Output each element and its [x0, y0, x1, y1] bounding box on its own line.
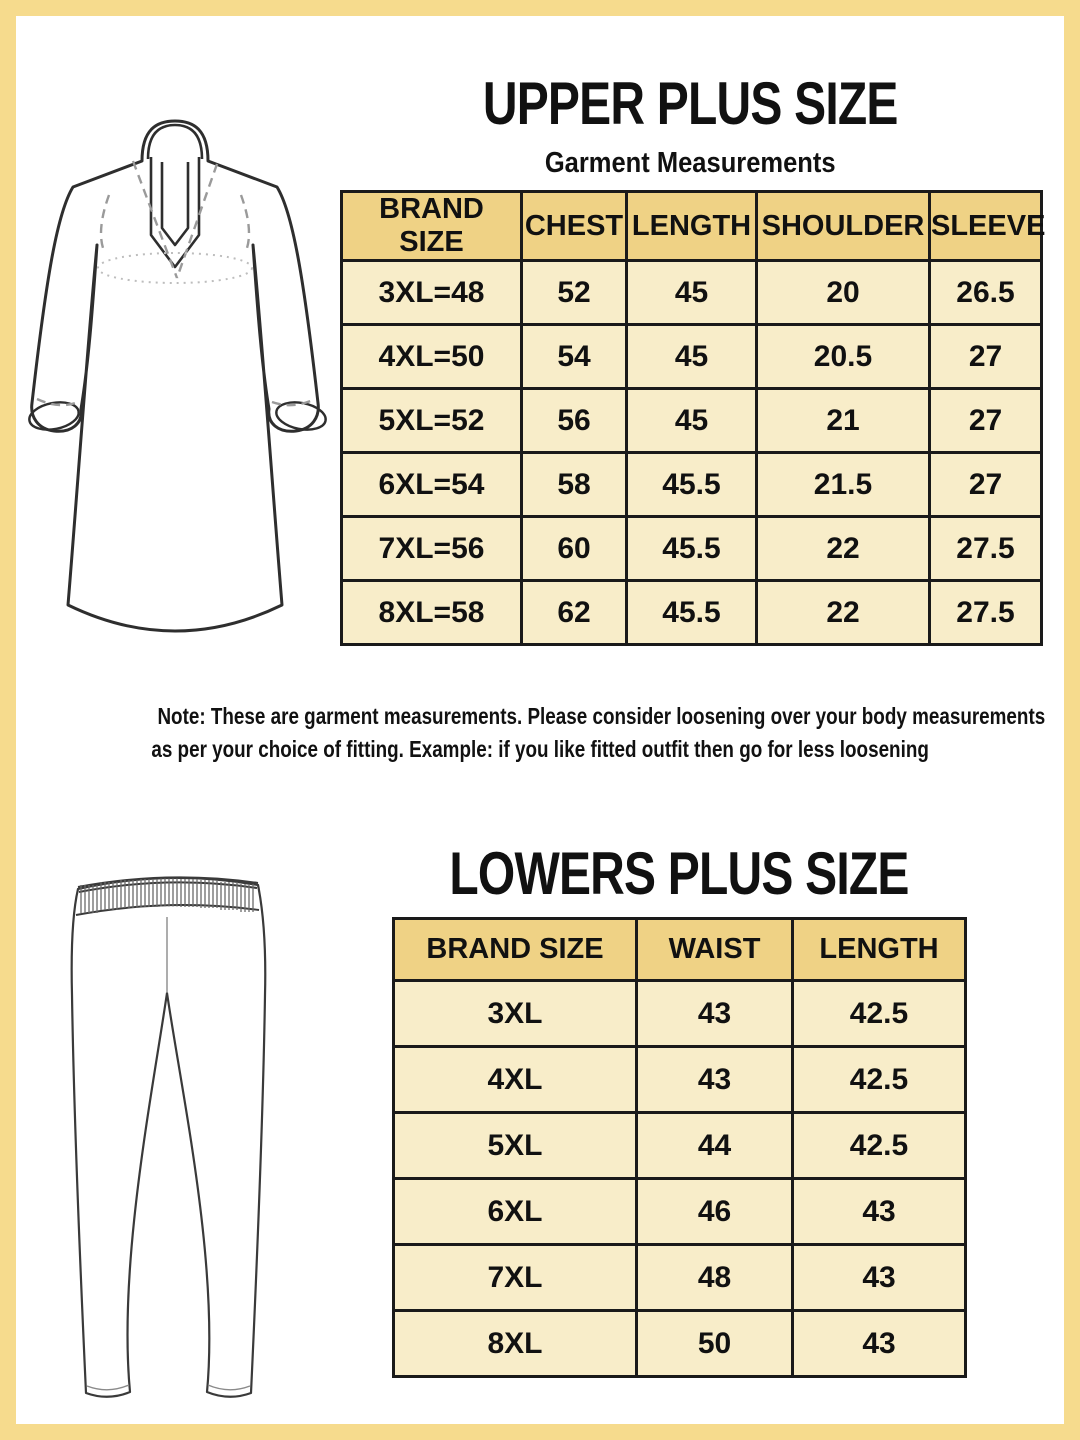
size-cell: 43 — [637, 981, 793, 1047]
size-cell: 4XL — [394, 1047, 637, 1113]
column-header-brand-size: BRAND SIZE — [342, 192, 522, 261]
upper-header-row — [342, 192, 1042, 261]
size-cell: 45 — [627, 389, 757, 453]
size-cell: 20 — [757, 261, 930, 325]
upper-section-subtitle — [340, 146, 1040, 180]
kurta-illustration — [20, 115, 335, 650]
size-cell: 42.5 — [793, 1113, 966, 1179]
leggings-outline — [72, 878, 266, 1397]
size-cell: 45.5 — [627, 517, 757, 581]
upper-size-table — [340, 190, 1046, 646]
table-row — [394, 1113, 966, 1179]
size-cell: 52 — [522, 261, 627, 325]
size-cell: 4XL=50 — [342, 325, 522, 389]
upper-section-subtitle-text: Garment Measurements — [544, 147, 836, 179]
size-cell: 44 — [637, 1113, 793, 1179]
column-header-brand-size: BRAND SIZE — [394, 919, 637, 981]
size-cell: 45 — [627, 325, 757, 389]
size-cell: 5XL=52 — [342, 389, 522, 453]
leggings-illustration — [55, 865, 280, 1410]
column-header-length: LENGTH — [627, 192, 757, 261]
size-cell: 26.5 — [930, 261, 1042, 325]
size-cell: 3XL=48 — [342, 261, 522, 325]
size-cell: 27 — [930, 389, 1042, 453]
lowers-header-row — [394, 919, 966, 981]
size-cell: 58 — [522, 453, 627, 517]
size-cell: 50 — [637, 1311, 793, 1377]
size-cell: 7XL=56 — [342, 517, 522, 581]
size-cell: 56 — [522, 389, 627, 453]
size-cell: 43 — [793, 1311, 966, 1377]
column-header-waist: WAIST — [637, 919, 793, 981]
size-cell: 6XL — [394, 1179, 637, 1245]
size-cell: 22 — [757, 517, 930, 581]
upper-section-title — [340, 68, 1040, 140]
size-cell: 42.5 — [793, 981, 966, 1047]
table-row — [342, 389, 1042, 453]
size-cell: 27.5 — [930, 517, 1042, 581]
upper-section-title-text: UPPER PLUS SIZE — [482, 70, 898, 137]
table-row — [342, 517, 1042, 581]
table-row — [394, 981, 966, 1047]
lowers-size-table — [392, 917, 967, 1378]
size-cell: 21.5 — [757, 453, 930, 517]
size-cell: 27 — [930, 325, 1042, 389]
note-line-1: Note: These are garment measurements. Please consider loosening over your body measurements — [157, 703, 1046, 729]
size-cell: 45.5 — [627, 453, 757, 517]
size-cell: 21 — [757, 389, 930, 453]
size-cell: 62 — [522, 581, 627, 645]
size-cell: 43 — [637, 1047, 793, 1113]
size-cell: 6XL=54 — [342, 453, 522, 517]
note-line-2: as per your choice of fitting. Example: if you like fitted outfit then go for less loosening — [151, 736, 929, 762]
column-header-sleeve: SLEEVE — [930, 192, 1042, 261]
column-header-chest: CHEST — [522, 192, 627, 261]
table-row — [342, 261, 1042, 325]
size-cell: 54 — [522, 325, 627, 389]
size-cell: 48 — [637, 1245, 793, 1311]
size-cell: 60 — [522, 517, 627, 581]
size-cell: 5XL — [394, 1113, 637, 1179]
size-cell: 43 — [793, 1179, 966, 1245]
kurta-outline — [32, 121, 319, 631]
table-row — [342, 581, 1042, 645]
size-cell: 45 — [627, 261, 757, 325]
size-cell: 43 — [793, 1245, 966, 1311]
table-row — [394, 1245, 966, 1311]
measurement-note — [60, 700, 1046, 766]
size-cell: 8XL — [394, 1311, 637, 1377]
lowers-section-title-text: LOWERS PLUS SIZE — [449, 840, 909, 907]
size-cell: 45.5 — [627, 581, 757, 645]
table-row — [342, 453, 1042, 517]
lowers-section-title — [392, 838, 964, 910]
size-cell: 27 — [930, 453, 1042, 517]
size-cell: 3XL — [394, 981, 637, 1047]
column-header-shoulder: SHOULDER — [757, 192, 930, 261]
size-cell: 7XL — [394, 1245, 637, 1311]
size-cell: 8XL=58 — [342, 581, 522, 645]
size-cell: 46 — [637, 1179, 793, 1245]
table-row — [394, 1311, 966, 1377]
table-row — [342, 325, 1042, 389]
size-cell: 27.5 — [930, 581, 1042, 645]
table-row — [394, 1047, 966, 1113]
size-cell: 20.5 — [757, 325, 930, 389]
size-cell: 42.5 — [793, 1047, 966, 1113]
table-row — [394, 1179, 966, 1245]
column-header-length: LENGTH — [793, 919, 966, 981]
size-cell: 22 — [757, 581, 930, 645]
